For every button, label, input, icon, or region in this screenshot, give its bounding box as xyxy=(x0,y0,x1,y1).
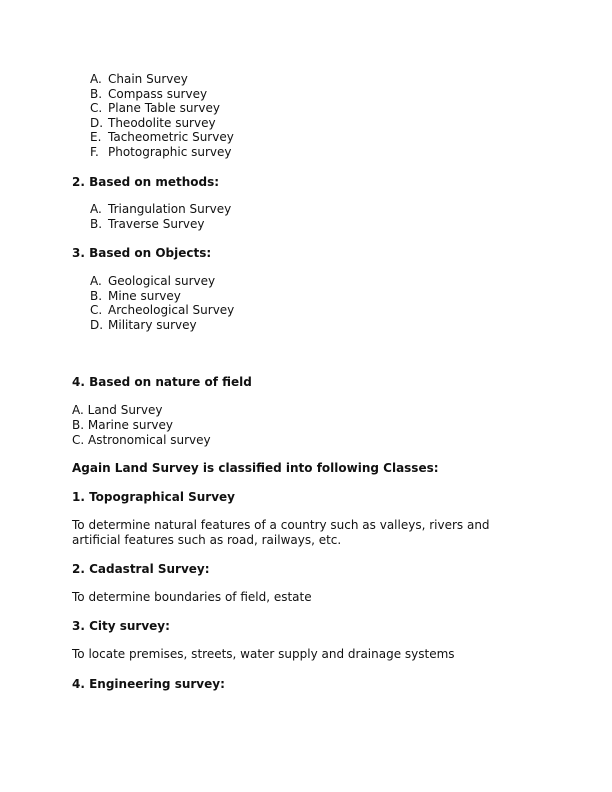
section-heading: 3. Based on Objects: xyxy=(72,246,212,260)
list-marker: B. xyxy=(90,87,103,101)
list-marker: B. xyxy=(90,217,103,231)
topographical-text: artificial features such as road, railways, etc. xyxy=(72,533,342,547)
list-marker: F. xyxy=(90,145,99,159)
list-marker: A. xyxy=(90,202,102,216)
topographical-heading: 1. Topographical Survey xyxy=(72,490,235,504)
list-item: A. Land Survey xyxy=(72,403,163,417)
list-marker: C. xyxy=(90,101,103,115)
city-heading: 3. City survey: xyxy=(72,619,170,633)
city-text: To locate premises, streets, water supply and drainage systems xyxy=(72,647,455,661)
list-marker: D. xyxy=(90,318,104,332)
list-item: Triangulation Survey xyxy=(108,202,232,216)
list-item: B. Marine survey xyxy=(72,418,174,432)
list-marker: E. xyxy=(90,130,102,144)
cadastral-text: To determine boundaries of field, estate xyxy=(72,590,312,604)
list-marker: C. xyxy=(90,303,103,317)
list-item: Chain Survey xyxy=(108,72,188,86)
list-item: Tacheometric Survey xyxy=(108,130,234,144)
list-item: C. Astronomical survey xyxy=(72,433,211,447)
engineering-heading: 4. Engineering survey: xyxy=(72,677,225,691)
list-marker: A. xyxy=(90,72,102,86)
list-marker: A. xyxy=(90,274,102,288)
list-item: Military survey xyxy=(108,318,197,332)
list-item: Mine survey xyxy=(108,289,181,303)
list-marker: D. xyxy=(90,116,104,130)
list-item: Archeological Survey xyxy=(108,303,235,317)
list-item: Photographic survey xyxy=(108,145,232,159)
list-item: Compass survey xyxy=(108,87,208,101)
list-item: Theodolite survey xyxy=(108,116,216,130)
section-heading: 2. Based on methods: xyxy=(72,175,220,189)
cadastral-heading: 2. Cadastral Survey: xyxy=(72,562,210,576)
list-marker: B. xyxy=(90,289,103,303)
section-heading: 4. Based on nature of field xyxy=(72,375,252,389)
classification-heading: Again Land Survey is classified into following Classes: xyxy=(72,461,439,475)
list-item: Traverse Survey xyxy=(108,217,205,231)
topographical-text: To determine natural features of a country such as valleys, rivers and xyxy=(72,518,490,532)
list-item: Plane Table survey xyxy=(108,101,220,115)
list-item: Geological survey xyxy=(108,274,216,288)
